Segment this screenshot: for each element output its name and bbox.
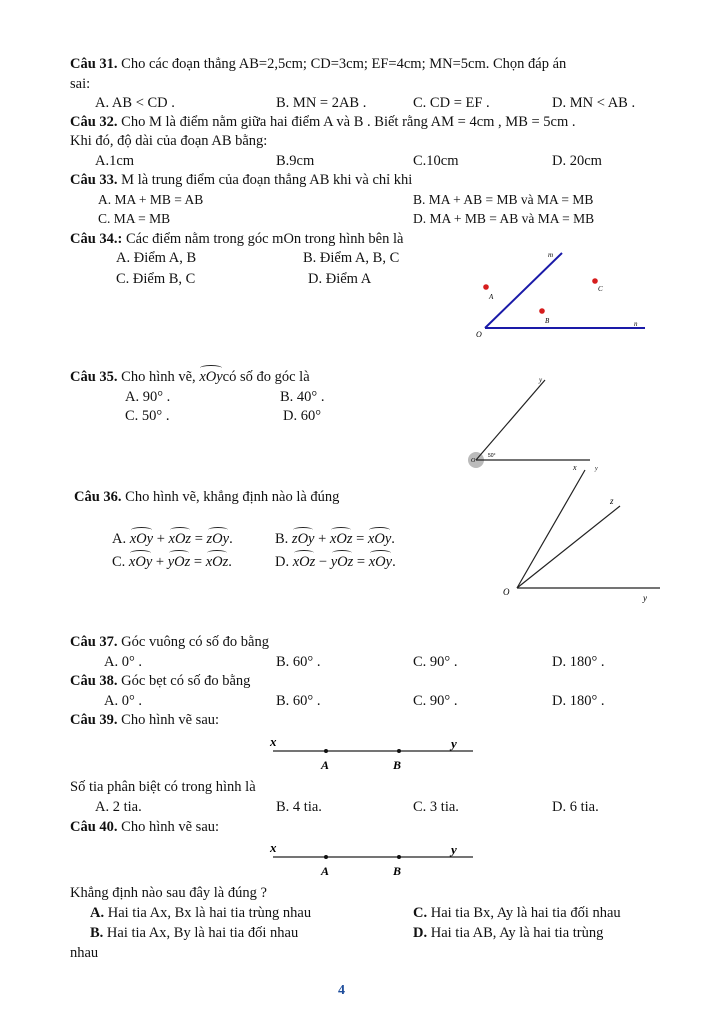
q40-text: Cho hình vẽ sau:: [121, 819, 220, 835]
q39-text2: Số tia phân biệt có trong hình là: [70, 779, 256, 795]
q40-option-c[interactable]: C. Hai tia Bx, Ay là hai tia đối nhau: [413, 905, 621, 921]
point-a: [483, 284, 489, 290]
q39-option-d[interactable]: D. 6 tia.: [552, 799, 599, 815]
point-b: [539, 308, 545, 314]
q31-text: Cho các đoạn thẳng AB=2,5cm; CD=3cm; EF=4cm; MN=5cm. Chọn đáp án: [121, 56, 567, 72]
ray-oy: [476, 380, 545, 460]
q37-option-d[interactable]: D. 180° .: [552, 654, 605, 670]
q40-line1: [70, 818, 219, 836]
q36-text: Cho hình vẽ, khẳng định nào là đúng: [125, 489, 340, 505]
q38-number: Câu 38.: [70, 673, 118, 689]
ray-ox: [517, 470, 585, 588]
label-b: B: [393, 758, 402, 772]
q34-line1: [70, 230, 472, 248]
q35-text-post: có số đo góc là: [222, 369, 310, 385]
q34-text: Các điểm nằm trong góc mOn trong hình bên là: [126, 231, 404, 247]
q39-number: Câu 39.: [70, 712, 118, 728]
q33-option-a[interactable]: A. MA + MB = AB: [98, 192, 204, 207]
label-y: y: [451, 842, 457, 857]
q35-option-c[interactable]: C. 50° .: [125, 408, 170, 424]
point-b: [397, 749, 401, 753]
q39-text: Cho hình vẽ sau:: [121, 712, 220, 728]
q35-text-pre: Cho hình vẽ,: [121, 369, 196, 385]
q36-number: Câu 36.: [74, 489, 122, 505]
label-a: A: [321, 758, 330, 772]
q34-option-a[interactable]: A. Điểm A, B: [116, 250, 197, 266]
q36-option-b[interactable]: B. zOy + xOz = xOy.: [275, 531, 395, 547]
q36-option-d[interactable]: D. xOz − yOz = xOy.: [275, 554, 396, 570]
label-a: A: [321, 864, 330, 878]
label-a: A: [489, 293, 494, 301]
q39-option-a[interactable]: A. 2 tia.: [95, 799, 142, 815]
q31-text2: sai:: [70, 76, 91, 92]
q37-option-b[interactable]: B. 60° .: [276, 654, 321, 670]
q34-option-d[interactable]: D. Điểm A: [308, 271, 372, 287]
q40-text2: Khẳng định nào sau đây là đúng ?: [70, 885, 267, 901]
label-n: n: [634, 320, 638, 328]
q35-figure: [462, 372, 612, 477]
label-o: O: [476, 330, 482, 339]
label-y: y: [451, 736, 457, 751]
q31-option-d[interactable]: D. MN < AB .: [552, 95, 636, 111]
label-x: x: [270, 734, 277, 749]
q32-text: Cho M là điểm nằm giữa hai điểm A và B . Biết rằng AM = 4cm , MB = 5cm .: [121, 114, 576, 130]
q36-line1: [74, 488, 339, 506]
q37-text: Góc vuông có số đo bằng: [121, 634, 269, 650]
q32-option-b[interactable]: B.9cm: [276, 153, 315, 169]
label-m: m: [548, 251, 554, 259]
q34-option-c[interactable]: C. Điểm B, C: [116, 271, 196, 287]
q37-line1: [70, 633, 269, 651]
q33-number: Câu 33.: [70, 172, 118, 188]
q38-line1: [70, 672, 250, 690]
label-x: x: [270, 840, 277, 855]
label-c: C: [598, 285, 603, 293]
q40-number: Câu 40.: [70, 819, 118, 835]
label-z: z: [610, 496, 614, 506]
q34-option-b[interactable]: B. Điểm A, B, C: [303, 250, 400, 266]
label-y2: y: [595, 466, 598, 472]
q35-option-a[interactable]: A. 90° .: [125, 389, 171, 405]
q40-option-a[interactable]: A. Hai tia Ax, Bx là hai tia trùng nhau: [90, 905, 312, 921]
page-number: 4: [338, 983, 345, 998]
q33-option-d[interactable]: D. MA + MB = AB và MA = MB: [413, 211, 595, 226]
q33-line1: [70, 171, 412, 189]
label-b: B: [545, 317, 550, 325]
q33-option-b[interactable]: B. MA + AB = MB và MA = MB: [413, 192, 594, 207]
q34-figure: [470, 245, 655, 345]
label-y: y: [539, 376, 543, 384]
point-b: [397, 855, 401, 859]
label-o: O: [503, 587, 510, 597]
ray-om: [485, 253, 562, 328]
q35-angle: xOy: [199, 369, 223, 385]
point-a: [324, 749, 328, 753]
label-y: y: [643, 593, 647, 603]
q38-option-c[interactable]: C. 90° .: [413, 693, 458, 709]
q32-number: Câu 32.: [70, 114, 118, 130]
label-o: O: [471, 458, 476, 464]
q31-line1: [70, 55, 566, 73]
q35-option-d[interactable]: D. 60°: [283, 408, 322, 424]
ray-oz: [517, 506, 620, 588]
q31-number: Câu 31.: [70, 56, 118, 72]
q36-figure: [500, 468, 670, 603]
q35-option-b[interactable]: B. 40° .: [280, 389, 325, 405]
q34-number: Câu 34.:: [70, 231, 123, 247]
q40-option-d[interactable]: D. Hai tia AB, Ay là hai tia trùng: [413, 925, 604, 941]
q39-option-c[interactable]: C. 3 tia.: [413, 799, 459, 815]
q39-option-b[interactable]: B. 4 tia.: [276, 799, 322, 815]
q33-text: M là trung điểm của đoạn thẳng AB khi và chỉ khi: [121, 172, 413, 188]
angle-label: 50°: [488, 453, 496, 459]
q40-option-b[interactable]: B. Hai tia Ax, By là hai tia đối nhau: [90, 925, 299, 941]
q31-option-a[interactable]: A. AB < CD .: [95, 95, 175, 111]
q35-line1: [70, 368, 310, 386]
q38-option-a[interactable]: A. 0° .: [104, 693, 143, 709]
point-c: [592, 278, 598, 284]
q39-figure: [268, 734, 478, 774]
q32-option-a[interactable]: A.1cm: [95, 153, 135, 169]
q36-option-a[interactable]: A. xOy + xOz = zOy.: [112, 531, 233, 547]
point-a: [324, 855, 328, 859]
q35-number: Câu 35.: [70, 369, 118, 385]
q32-text2: Khi đó, độ dài của đoạn AB bằng:: [70, 133, 268, 149]
q33-option-c[interactable]: C. MA = MB: [98, 211, 171, 226]
q37-number: Câu 37.: [70, 634, 118, 650]
q37-option-c[interactable]: C. 90° .: [413, 654, 458, 670]
q38-text: Góc bẹt có số đo bằng: [121, 673, 251, 689]
q40-text3: nhau: [70, 945, 99, 961]
q40-figure: [268, 840, 478, 880]
q36-option-c[interactable]: C. xOy + yOz = xOz.: [112, 554, 232, 570]
q31-option-c[interactable]: C. CD = EF .: [413, 95, 490, 111]
label-b: B: [393, 864, 402, 878]
q32-option-d[interactable]: D. 20cm: [552, 153, 602, 169]
q32-line1: [70, 113, 576, 131]
q37-option-a[interactable]: A. 0° .: [104, 654, 143, 670]
q32-option-c[interactable]: C.10cm: [413, 153, 459, 169]
q31-option-b[interactable]: B. MN = 2AB .: [276, 95, 367, 111]
q38-option-b[interactable]: B. 60° .: [276, 693, 321, 709]
q39-line1: [70, 711, 219, 729]
label-x: x: [573, 463, 577, 472]
q38-option-d[interactable]: D. 180° .: [552, 693, 605, 709]
